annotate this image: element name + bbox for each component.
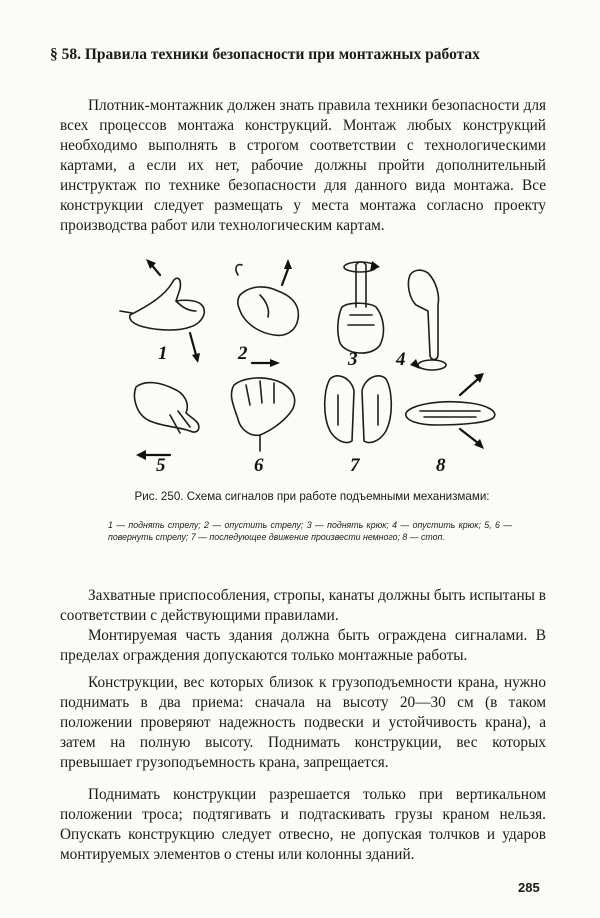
figure-caption-legend: 1 — поднять стрелу; 2 — опустить стрелу; 3 — поднять крюк; 4 — опустить крюк; 5, 6 — повернуть стрелу; 7 — последующее движение произвести немного; 8 — стоп.	[108, 520, 512, 542]
signal-3-hand-icon	[338, 261, 384, 353]
crane-signals-figure	[110, 255, 510, 485]
intro-paragraph: Плотник-монтажник должен знать правила техники безопасности для всех процессов монтажа конструкций. Монтаж любых конструкций необходимо выполнять в строгом соответствии с технологическими картами, а если их нет, рабочие должны пройти дополнительный инструктаж по технике безопасности для данного вида монтажа. Все конструкции следует размещать у места монтажа согласно проекту производства работ или технологическим картам.	[60, 97, 546, 234]
signal-num-1: 1	[158, 343, 168, 364]
signal-7-hand-icon	[325, 376, 392, 443]
signal-4-hand-icon	[408, 270, 446, 370]
paragraph: Конструкции, вес которых близок к грузоподъемности крана, нужно поднимать в два приема: сначала на высоту 20—30 см (в таком положении проверяют надежность подвески и устойчивость крана), а затем на полную высоту. Поднимать конструкции, вес которых превышает грузоподъемность крана, запрещается.	[60, 674, 546, 771]
signal-num-3: 3	[348, 349, 358, 370]
section-heading: § 58. Правила техники безопасности при монтажных работах	[50, 46, 480, 63]
paragraph: Монтируемая часть здания должна быть ограждена сигналами. В пределах ограждения допускаются только монтажные работы.	[60, 627, 546, 664]
signal-6-hand-icon	[231, 378, 294, 451]
signal-num-8: 8	[436, 455, 446, 476]
figure-caption-title: Рис. 250. Схема сигналов при работе подъемными механизмами:	[134, 490, 490, 503]
signal-num-7: 7	[350, 455, 360, 476]
signal-8-hand-icon	[406, 373, 495, 449]
paragraph: Захватные приспособления, стропы, канаты должны быть испытаны в соответствии с действующими правилами.	[60, 587, 546, 624]
paragraph: Поднимать конструкции разрешается только при вертикальном положении троса; подтягивать и подтаскивать грузы краном нельзя. Опускать конструкцию следует отвесно, не допуская толчков и ударов монтируемых элементов о стены или колонны зданий.	[60, 786, 546, 863]
signal-num-4: 4	[396, 349, 406, 370]
hand-signals-illustration	[110, 255, 510, 485]
page-number: 285	[518, 880, 540, 895]
signal-num-5: 5	[156, 455, 166, 476]
signal-num-6: 6	[254, 455, 264, 476]
signal-num-2: 2	[238, 343, 248, 364]
signal-5-hand-icon	[135, 383, 199, 460]
